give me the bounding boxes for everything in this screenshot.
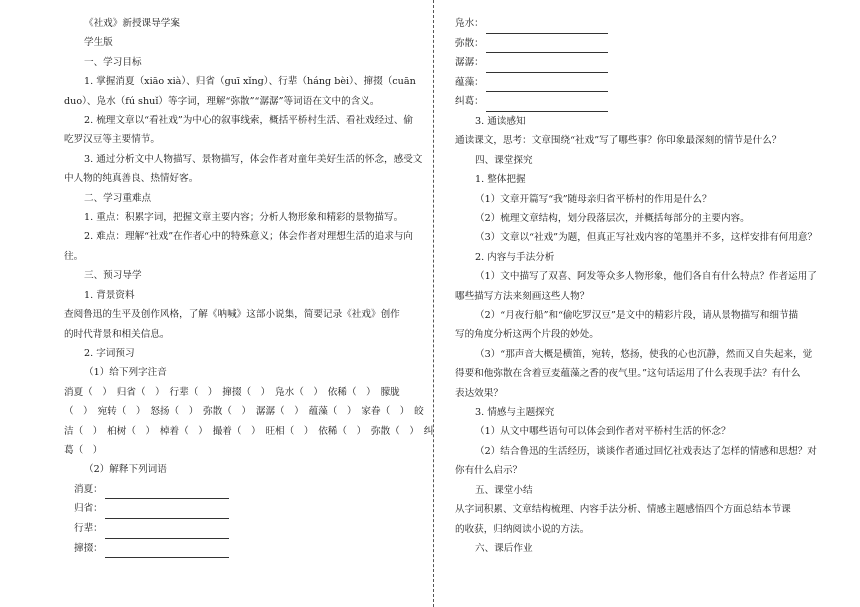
left-line: 查阅鲁迅的生平及创作风格，了解《呐喊》这部小说集，简要记录《社戏》创作 (64, 309, 400, 321)
left-line: 葛（ ） (64, 444, 103, 456)
right-line: （1）文中描写了双喜、阿发等众多人物形象，他们各自有什么特点？作者运用了 (475, 271, 817, 283)
right-text-block (455, 112, 818, 558)
answer-blank[interactable] (486, 79, 608, 92)
definition-label: 弥散： (455, 37, 484, 49)
right-line: 六、课后作业 (475, 542, 533, 554)
definition-row (74, 499, 418, 519)
left-line: 往。 (64, 250, 84, 262)
answer-blank[interactable] (486, 99, 608, 112)
right-line: （2）梳理文章结构，划分段落层次，并概括每部分的主要内容。 (475, 213, 750, 224)
definition-label: 纠葛： (455, 96, 484, 108)
left-line: 一、学习目标 (84, 56, 142, 68)
right-line: 四、课堂探究 (475, 154, 533, 166)
definition-label: 凫水： (455, 18, 484, 29)
left-line: 二、学习重难点 (84, 192, 152, 204)
right-line: （3）“那声音大概是横笛，宛转，悠扬，使我的心也沉静，然而又自失起来，觉 (475, 348, 813, 360)
right-line: 1. 整体把握 (475, 174, 526, 186)
answer-blank[interactable] (486, 60, 608, 73)
right-line: （3）文章以“社戏”为题，但真正写社戏内容的笔墨并不多，这样安排有何用意？ (475, 232, 818, 244)
left-line: 2. 字词预习 (84, 347, 135, 359)
answer-blank[interactable] (105, 506, 229, 519)
answer-blank[interactable] (105, 526, 229, 539)
definition-row (455, 53, 809, 73)
left-line: 中人物的纯真善良、热情好客。 (64, 173, 199, 185)
right-line: 表达效果？ (455, 387, 503, 399)
right-line: （2）结合鲁迅的生活经历，谈谈作者通过回忆社戏表达了怎样的情感和思想？对 (475, 445, 817, 457)
left-line: （ ） 宛转（ ） 怒扬（ ） 弥散（ ） 潺潺（ ） 蕴藻（ ） 家眷（ ） 皎 (64, 406, 424, 418)
definition-row (455, 92, 809, 112)
left-line: 1. 掌握消夏（xiāo xià）、归省（guī xǐng）、行辈（háng bèi）、撺掇（cuān (84, 76, 416, 88)
right-line: （1）文章开篇写“我”随母亲归省平桥村的作用是什么？ (475, 193, 712, 205)
left-line: 学生版 (84, 37, 113, 49)
right-line: 3. 情感与主题探究 (475, 407, 555, 419)
definition-row (455, 34, 809, 54)
right-definition-fields (455, 14, 809, 112)
definition-label: 撺掇： (74, 542, 103, 554)
definition-row (74, 519, 418, 539)
right-line: 写的角度分析这两个片段的妙处。 (455, 329, 599, 341)
definition-label: 潺潺： (455, 57, 484, 69)
left-definition-fields (64, 480, 418, 558)
left-line: 三、预习导学 (84, 270, 142, 282)
left-line: 2. 难点：理解“社戏”在作者心中的特殊意义；体会作者对理想生活的追求与向 (84, 231, 414, 243)
right-line: （1）从文中哪些语句可以体会到作者对平桥村生活的怀念？ (475, 426, 731, 438)
left-text-block (64, 14, 434, 480)
left-line: 1. 重点：积累字词，把握文章主要内容；分析人物形象和精彩的景物描写。 (84, 212, 404, 224)
definition-label: 蕴藻： (455, 76, 484, 88)
right-line: 你有什么启示？ (455, 465, 523, 477)
right-line: 从字词积累、文章结构梳理、内容手法分析、情感主题感悟四个方面总结本节课 (455, 504, 791, 516)
right-line: 通读课文，思考：文章围绕“社戏”写了哪些事？你印象最深刻的情节是什么？ (455, 135, 782, 147)
left-line: 吃罗汉豆等主要情节。 (64, 134, 160, 146)
right-line: 2. 内容与手法分析 (475, 251, 555, 263)
column-divider (433, 0, 434, 607)
left-line: 3. 通过分析文中人物描写、景物描写，体会作者对童年美好生活的怀念，感受文 (84, 153, 423, 165)
right-line: （2）“月夜行船”和“偷吃罗汉豆”是文中的精彩片段，请从景物描写和细节描 (475, 310, 799, 322)
left-line: 洁（ ） 桕树（ ） 棹着（ ） 撮着（ ） 旺相（ ） 依稀（ ） 弥散（ ） 纠 (64, 425, 434, 437)
definition-row (74, 480, 418, 500)
left-line: duo）、凫水（fú shuǐ）等字词，理解“弥散”“潺潺”等词语在文中的含义。 (64, 95, 380, 107)
left-line: 的时代背景和相关信息。 (64, 328, 170, 340)
definition-row (455, 73, 809, 93)
left-line: （1）给下列字注音 (84, 367, 167, 379)
left-line: 2. 梳理文章以“看社戏”为中心的叙事线索，概括平桥村生活、看社戏经过、偷 (84, 115, 414, 127)
definition-row (455, 14, 809, 34)
right-line: 得要和他弥散在含着豆麦蕴藻之香的夜气里。”这句话运用了什么表现手法？有什么 (455, 368, 801, 380)
definition-row (74, 539, 418, 559)
definition-label: 行辈： (74, 522, 103, 534)
answer-blank[interactable] (105, 486, 229, 499)
answer-blank[interactable] (486, 21, 608, 34)
definition-label: 归省： (74, 503, 103, 515)
answer-blank[interactable] (105, 545, 229, 558)
left-line: 《社戏》新授课导学案 (84, 18, 180, 29)
answer-blank[interactable] (486, 40, 608, 53)
left-line: 1. 背景资料 (84, 289, 135, 301)
left-column (64, 14, 434, 558)
right-line: 3. 通读感知 (475, 115, 526, 127)
right-column (455, 14, 818, 558)
right-line: 的收获，归纳阅读小说的方法。 (455, 523, 590, 535)
left-line: 消夏（ ） 归省（ ） 行辈（ ） 撺掇（ ） 凫水（ ） 依稀（ ） 朦胧 (64, 386, 400, 398)
definition-label: 消夏： (74, 483, 103, 495)
right-line: 五、课堂小结 (475, 484, 533, 496)
left-line: （2）解释下列词语 (84, 464, 167, 476)
right-line: 哪些描写方法来刻画这些人物？ (455, 290, 590, 302)
